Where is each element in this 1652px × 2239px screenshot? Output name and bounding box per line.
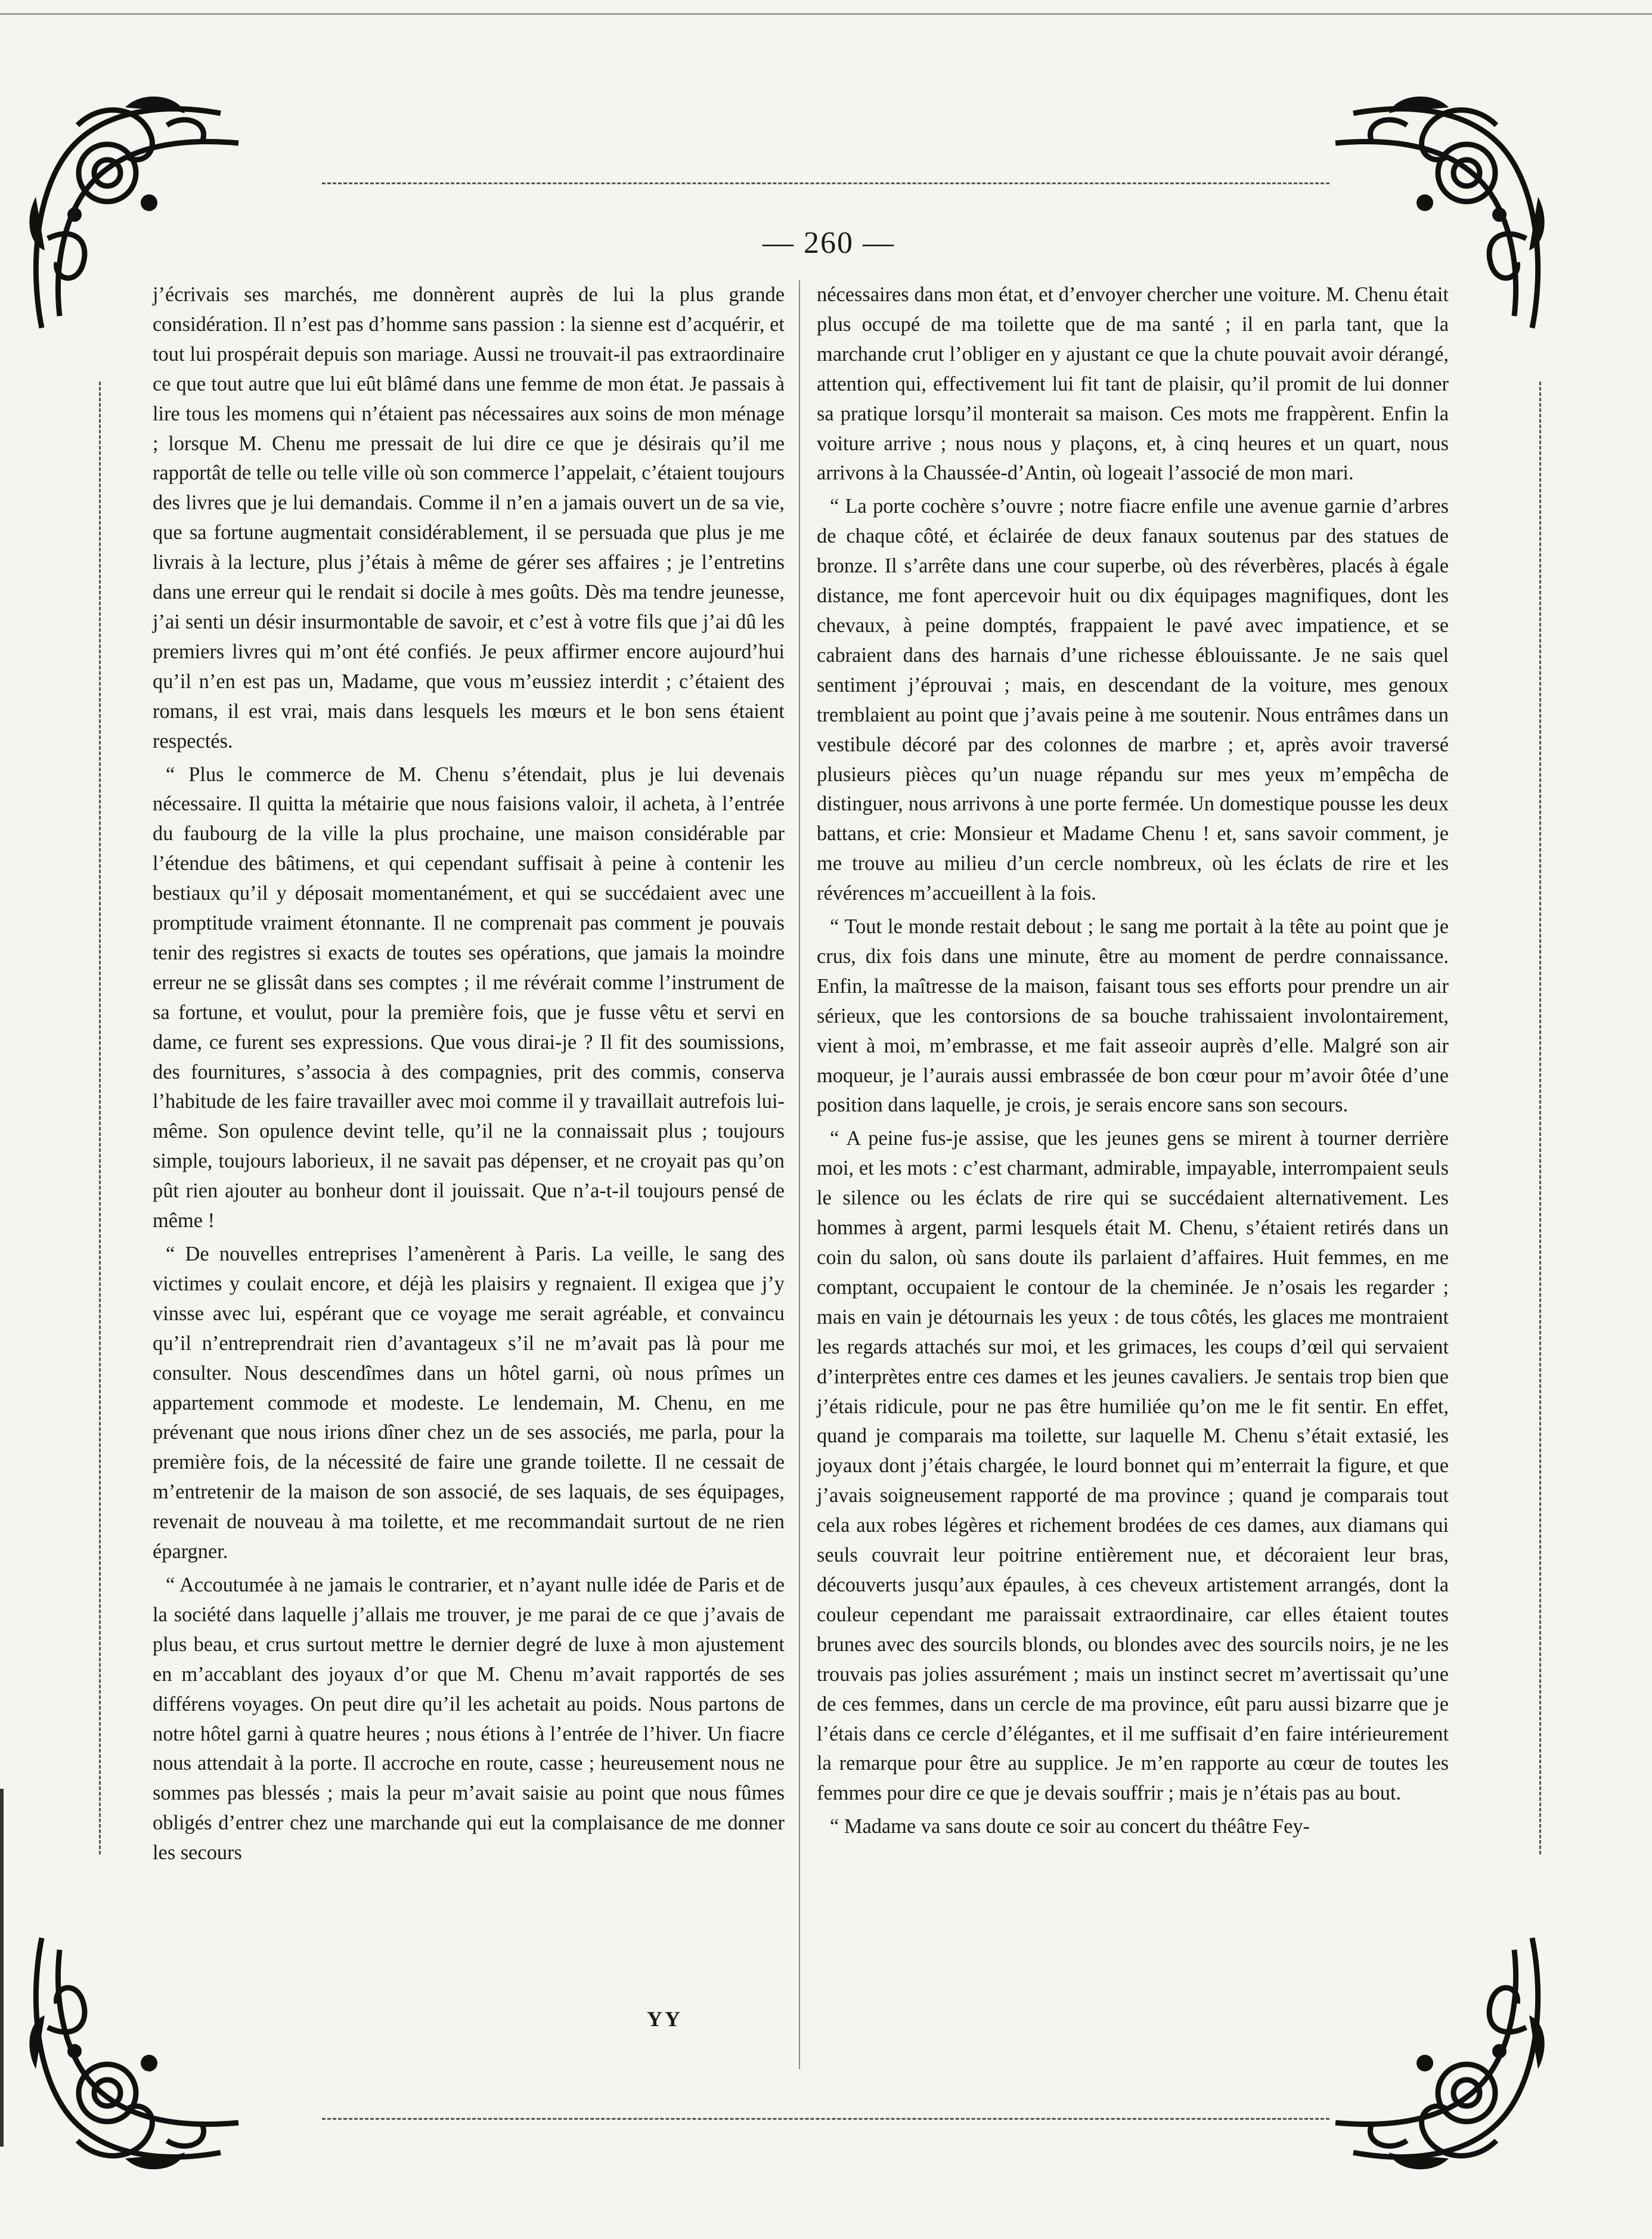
frame-bottom-border — [322, 2118, 1329, 2120]
signature-mark: YY — [647, 2007, 683, 2031]
paragraph: “ Madame va sans doute ce soir au concert du théâtre Fey- — [830, 1815, 1310, 1838]
paragraph: j’écrivais ses marchés, me donnèrent auprès de lui la plus grande considération. Il n’est pas d’homme sans passion : la sienne est d’acquérir, et tout lui prospérait depuis son mariage. Aussi ne trouvait-il pas extraordinaire ce que tout autre que lui eût blâmé dans une femme de mon état. Je passais à lire tous les momens qui n’étaient pas nécessaires aux soins de mon ménage ; lorsque M. Chenu me pressait de lui dire ce que je désirais qu’il me rapportât de telle ou telle ville où son commerce l’appelait, c’étaient toujours des livres que je lui demandais. Comme il n’en a jamais ouvert un de sa vie, que sa fortune augmentait considérablement, il se persuada que plus je me livrais à la lecture, plus j’étais à même de gérer ses affaires ; je l’entretins dans une erreur qui le rendait si docile à mes goûts. Dès ma tendre jeunesse, j’ai senti un désir insurmontable de savoir, et c’est à votre fils que j’ai dû les premiers livres qui m’ont été confiés. Je peux affirmer encore aujourd’hui qu’il n’en est pas un, Madame, que vous m’eussiez interdit ; c’étaient des romans, il est vrai, mais dans lesquels les mœurs et le bon sens étaient respectés. — [153, 283, 785, 752]
binding-edge — [0, 1789, 8, 2147]
paragraph: “ A peine fus-je assise, que les jeunes gens se mirent à tourner derrière moi, et les mots : c’est charmant, admirable, impayable, interrompaient seuls le silence ou les éclats de rire qui se succédaient alternativement. Les hommes à argent, parmi lesquels était M. Chenu, s’étaient retirés dans un coin du salon, où sans doute ils parlaient d’affaires. Huit femmes, en me comptant, occupaient le contour de la cheminée. Je n’osais les regarder ; mais en vain je détournais les yeux : de tous côtés, les glaces me montraient les regards attachés sur moi, et les grimaces, les coups d’œil qui servaient d’interprètes entre ces dames et les jeunes cavaliers. Je sentais trop bien que j’étais ridicule, pour ne pas être humiliée qu’on me le fit sentir. En effet, quand je comparais ma toilette, sur laquelle M. Chenu s’était extasié, les joyaux dont j’étais chargée, le lourd bonnet qui m’enterrait la figure, et que j’avais soigneusement rapporté de ma province ; quand je comparais tout cela aux robes légères et richement brodées de ces dames, aux diamans qui seuls couvrait leur poitrine entièrement nue, et décoraient leur bras, découverts jusqu’aux épaules, à ces cheveux artistement arrangés, dont la couleur cependant me paraissait extraordinaire, car elles étaient toutes brunes avec des sourcils blonds, ou blondes avec des sourcils noirs, je ne les trouvais pas jolies assurément ; mais un instinct secret m’avertissait qu’une de ces femmes, dans un cercle de ma province, eût paru aussi bizarre que je l’étais dans ce cercle d’élégantes, et il me suffisait d’en faire intérieurement la remarque pour être au supplice. Je m’en rapporte au cœur de toutes les femmes pour dire ce que je devais souffrir ; mais je n’étais pas au bout. — [817, 1127, 1449, 1805]
frame-left-border — [99, 382, 101, 1854]
corner-ornament-bottom-left-icon — [24, 1926, 274, 2176]
top-rule — [0, 5, 1652, 15]
paragraph: “ Tout le monde restait debout ; le sang me portait à la tête au point que je crus, dix fois dans une minute, être au moment de perdre connaissance. Enfin, la maîtresse de la maison, faisant tous ses efforts pour prendre un air sérieux, que les contorsions de sa bouche trahissaient involontairement, vient à moi, m’embrasse, et me fait asseoir auprès d’elle. Malgré son air moqueur, je l’aurais aussi embrassée de bon cœur pour m’avoir ôtée d’une position dans laquelle, je crois, je serais encore sans son secours. — [817, 915, 1449, 1117]
frame-right-border — [1539, 382, 1541, 1854]
column-divider — [799, 280, 800, 2069]
page-number: — 260 — — [763, 226, 895, 260]
left-text-column — [153, 280, 785, 1868]
right-text-column — [817, 280, 1449, 1842]
paragraph: “ Accoutumée à ne jamais le contrarier, et n’ayant nulle idée de Paris et de la société dans laquelle j’allais me trouver, je me parai de ce que j’avais de plus beau, et crus surtout mettre le dernier degré de luxe à mon ajustement en m’accablant des joyaux d’or que M. Chenu m’avait rapportés de ses différens voyages. On peut dire qu’il les achetait au poids. Nous partons de notre hôtel garni à quatre heures ; nous étions à l’entrée de l’hiver. Un fiacre nous attendait à la porte. Il accroche en route, casse ; heureusement nous ne sommes pas blessés ; mais la peur m’avait saisie au point que nous fûmes obligés d’entrer chez une marchande qui eut la complaisance de me donner les secours — [153, 1573, 785, 1865]
paragraph: “ La porte cochère s’ouvre ; notre fiacre enfile une avenue garnie d’arbres de chaque côté, et éclairée de deux fanaux soutenus par des statues de bronze. Il s’arrête dans une cour superbe, où des réverbères, placés à égale distance, me font apercevoir huit ou dix équipages magnifiques, dont les chevaux, à peine domptés, frappaient le pavé avec impatience, et se cabraient dans des harnais d’une richesse éblouissante. Je ne sais quel sentiment j’éprouvai ; mais, en descendant de la voiture, mes genoux tremblaient au point que j’avais peine à me soutenir. Nous entrâmes dans un vestibule décoré par des colonnes de marbre ; et, après avoir traversé plusieurs pièces qu’un nuage répandu sur mes yeux m’empêcha de distinguer, nous arrivons à une porte fermée. Un domestique pousse les deux battans, et crie: Monsieur et Madame Chenu ! et, sans savoir comment, je me trouve au milieu d’un cercle nombreux, où les éclats de rire et les révérences m’accueillent à la fois. — [817, 495, 1449, 905]
paragraph: “ De nouvelles entreprises l’amenèrent à Paris. La veille, le sang des victimes y coulait encore, et déjà les plaisirs y regnaient. Il exigea que j’y vinsse avec lui, espérant que ce voyage me serait agréable, et convaincu qu’il n’entreprendrait rien d’avantageux s’il ne m’avait pas là pour me consulter. Nous descendîmes dans un hôtel garni, où nous prîmes un appartement commode et modeste. Le lendemain, M. Chenu, en me prévenant que nous irions dîner chez un de ses associés, me parla, pour la première fois, de la nécessité de faire une grande toilette. Il ne cessait de m’entretenir de la maison de son associé, de ses laquais, de ses équipages, revenait de nouveau à ma toilette, et me recommandait surtout de ne rien épargner. — [153, 1243, 785, 1563]
paragraph: “ Plus le commerce de M. Chenu s’étendait, plus je lui devenais nécessaire. Il quitta la métairie que nous faisions valoir, il acheta, à l’entrée du faubourg de la ville la plus prochaine, une maison considérable par l’étendue des bâtimens, et qui cependant suffisait à peine à contenir les bestiaux qu’il y déposait momentanément, et qui se succédaient avec une promptitude vraiment étonnante. Il ne comprenait pas comment je pouvais tenir des registres si exacts de toutes ses opérations, que jamais la moindre erreur ne se glissât dans ses comptes ; il me révérait comme l’instrument de sa fortune, et voulut, pour la première fois, que je fusse vêtu et servi en dame, ce furent ses expressions. Que vous dirai-je ? Il fit des soumissions, des fournitures, s’associa à des compagnies, prit des commis, conserva l’habitude de les faire travailler avec moi comme il y travaillait autrefois lui-même. Son opulence devint telle, qu’il ne la connaissait plus ; toujours simple, toujours laborieux, il ne savait pas dépenser, et ne croyait pas qu’on pût rien ajouter au bonheur dont il jouissait. Que n’a-t-il toujours pensé de même ! — [153, 763, 785, 1232]
frame-top-border — [322, 182, 1329, 184]
paragraph: nécessaires dans mon état, et d’envoyer chercher une voiture. M. Chenu était plus occupé de ma toilette que de ma santé ; il en parla tant, que la marchande crut l’obliger en y ajustant ce que la chute pouvait avoir dérangé, attention qui, effectivement lui fit tant de plaisir, qu’il promit de lui donner sa pratique lorsqu’il monterait sa maison. Ces mots me frappèrent. Enfin la voiture arrive ; nous nous y plaçons, et, à cinq heures et un quart, nous arrivons à la Chaussée-d’Antin, où logeait l’associé de mon mari. — [817, 283, 1449, 485]
corner-ornament-bottom-right-icon — [1300, 1926, 1550, 2176]
